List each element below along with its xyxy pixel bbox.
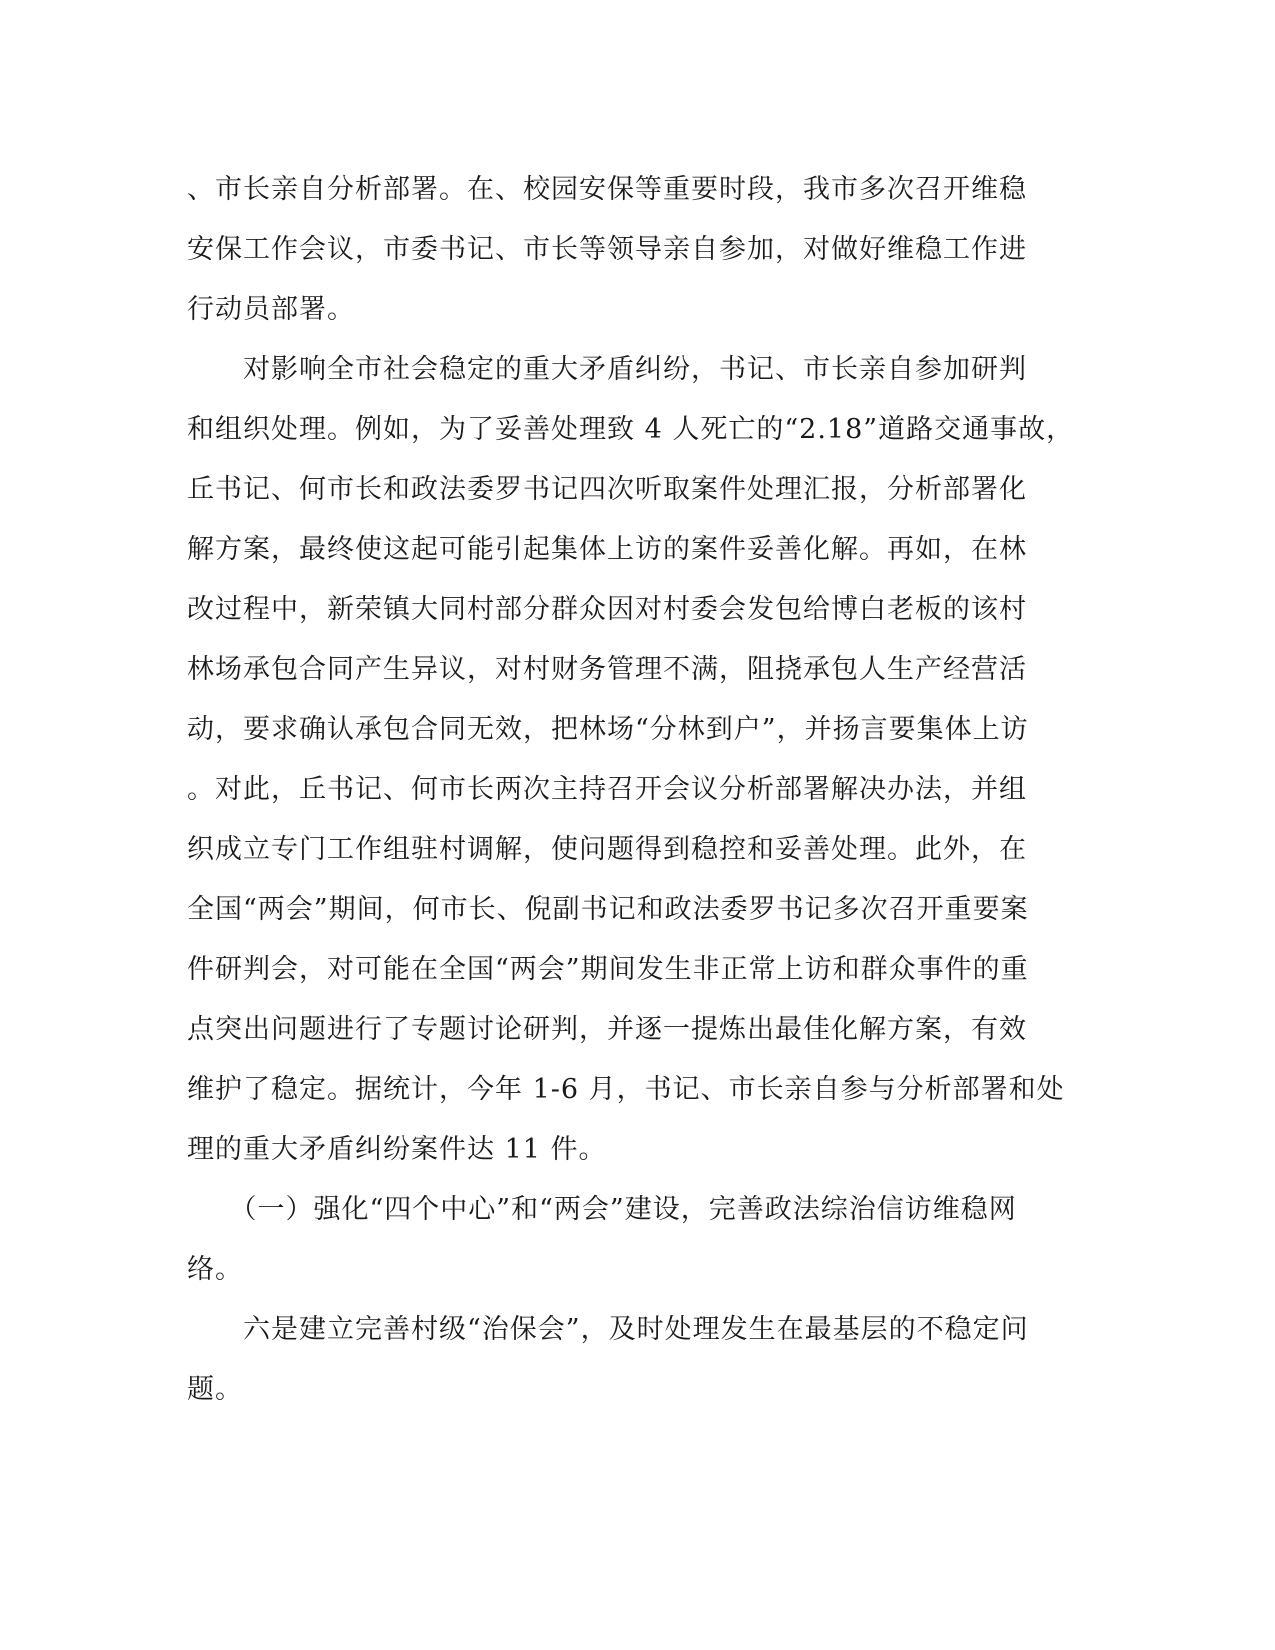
text-line: 行动员部署。 xyxy=(187,294,355,325)
text-line: 解方案，最终使这起可能引起集体上访的案件妥善化解。再如，在林 xyxy=(187,534,1027,565)
text-line: 林场承包合同产生异议，对村财务管理不满，阻挠承包人生产经营活 xyxy=(187,654,1027,685)
text-line: 和组织处理。例如，为了妥善处理致 4 人死亡的“2.18”道路交通事故， xyxy=(187,414,1075,445)
text-line: 丘书记、何市长和政法委罗书记四次听取案件处理汇报，分析部署化 xyxy=(187,474,1027,505)
text-line: 六是建立完善村级“治保会”，及时处理发生在最基层的不稳定问 xyxy=(187,1314,1029,1345)
document-body xyxy=(187,160,1087,1420)
text-line: 题。 xyxy=(187,1374,243,1405)
text-line: 维护了稳定。据统计，今年 1-6 月，书记、市长亲自参与分析部署和处 xyxy=(187,1074,1065,1105)
text-line: 理的重大矛盾纠纷案件达 11 件。 xyxy=(187,1134,607,1165)
text-line: 动，要求确认承包合同无效，把林场“分林到户”，并扬言要集体上访 xyxy=(187,714,1029,745)
text-line: 。对此，丘书记、何市长两次主持召开会议分析部署解决办法，并组 xyxy=(187,774,1027,805)
text-line: 、市长亲自分析部署。在、校园安保等重要时段，我市多次召开维稳 xyxy=(187,174,1027,205)
text-line: 改过程中，新荣镇大同村部分群众因对村委会发包给博白老板的该村 xyxy=(187,594,1027,625)
text-line: 点突出问题进行了专题讨论研判，并逐一提炼出最佳化解方案，有效 xyxy=(187,1014,1027,1045)
text-line: 络。 xyxy=(187,1254,243,1285)
text-line: 织成立专门工作组驻村调解，使问题得到稳控和妥善处理。此外，在 xyxy=(187,834,1027,865)
text-line: （一）强化“四个中心”和“两会”建设，完善政法综治信访维稳网 xyxy=(187,1194,1017,1225)
text-line: 安保工作会议，市委书记、市长等领导亲自参加，对做好维稳工作进 xyxy=(187,234,1027,265)
text-line: 件研判会，对可能在全国“两会”期间发生非正常上访和群众事件的重 xyxy=(187,954,1029,985)
text-line: 全国“两会”期间，何市长、倪副书记和政法委罗书记多次召开重要案 xyxy=(187,894,1029,925)
text-line: 对影响全市社会稳定的重大矛盾纠纷，书记、市长亲自参加研判 xyxy=(187,354,1027,385)
